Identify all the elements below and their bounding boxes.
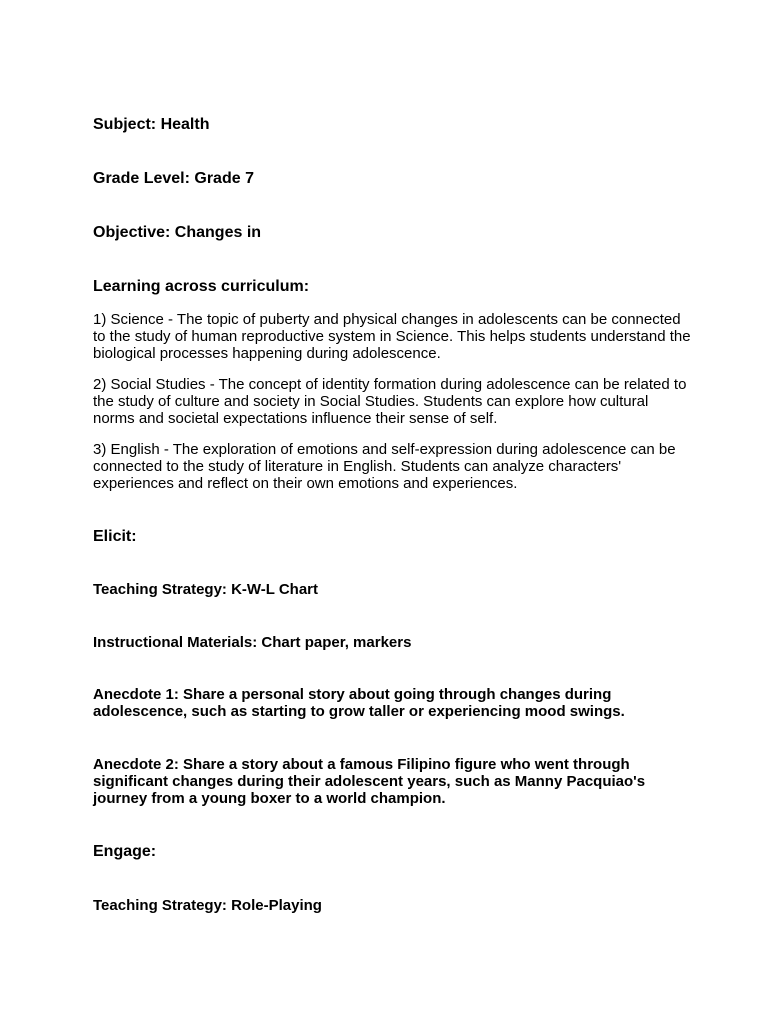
- english-paragraph: 3) English - The exploration of emotions and self-expression during adolescence can be connected to the study of literature in English. Students can analyze characters' experiences and reflect on their own emotions and experiences.: [93, 441, 676, 492]
- grade-level-heading: Grade Level: Grade 7: [93, 170, 254, 187]
- learning-across-curriculum-heading: Learning across curriculum:: [93, 278, 310, 295]
- social-studies-paragraph: 2) Social Studies - The concept of identity formation during adolescence can be related to the study of culture and society in Social Studies. Students can explore how cultural norms and societal expectations influence their sense of self.: [93, 376, 687, 427]
- science-paragraph: 1) Science - The topic of puberty and physical changes in adolescents can be connected to the study of human reproductive system in Science. This helps students understand the biological processes happening during adolescence.: [93, 311, 691, 362]
- engage-teaching-strategy: Teaching Strategy: Role-Playing: [93, 897, 322, 914]
- elicit-instructional-materials: Instructional Materials: Chart paper, markers: [93, 634, 412, 651]
- anecdote-2: Anecdote 2: Share a story about a famous Filipino figure who went through significant changes during their adolescent years, such as Manny Pacquiao's journey from a young boxer to a world champion.: [93, 756, 646, 807]
- engage-heading: Engage:: [93, 843, 157, 860]
- anecdote-1: Anecdote 1: Share a personal story about going through changes during adolescence, such as starting to grow taller or experiencing mood swings.: [93, 686, 625, 720]
- elicit-heading: Elicit:: [93, 528, 137, 545]
- elicit-teaching-strategy: Teaching Strategy: K-W-L Chart: [93, 581, 318, 598]
- subject-heading: Subject: Health: [93, 116, 210, 133]
- objective-heading: Objective: Changes in: [93, 224, 262, 241]
